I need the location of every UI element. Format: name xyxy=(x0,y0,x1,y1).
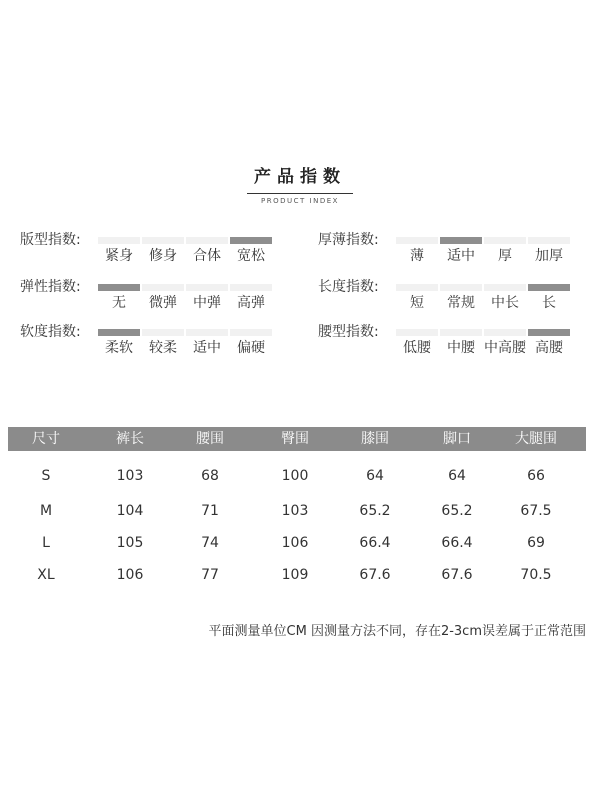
index-option xyxy=(440,280,482,311)
index-option xyxy=(440,325,482,356)
index-option xyxy=(396,280,438,311)
table-header-cell: 脚口 xyxy=(443,431,471,447)
table-row xyxy=(0,501,600,521)
table-cell: 66.4 xyxy=(359,535,391,551)
index-option xyxy=(186,233,228,264)
index-row xyxy=(318,325,572,356)
index-option-label: 柔软 xyxy=(105,340,133,356)
index-option-label: 适中 xyxy=(447,248,475,264)
index-option-label: 微弹 xyxy=(149,295,177,311)
table-header-cell: 尺寸 xyxy=(32,431,60,447)
table-cell: 66.4 xyxy=(441,535,473,551)
index-option xyxy=(396,233,438,264)
index-row xyxy=(318,233,572,264)
index-option-label: 薄 xyxy=(410,248,424,264)
table-cell: 65.2 xyxy=(441,503,473,519)
index-label: 版型指数: xyxy=(20,232,81,248)
index-option xyxy=(484,325,526,356)
table-cell: S xyxy=(41,468,51,484)
index-level-bar xyxy=(186,329,228,336)
index-row xyxy=(20,233,274,264)
index-options xyxy=(98,325,274,356)
table-cell: 103 xyxy=(281,503,309,519)
index-option xyxy=(230,325,272,356)
index-level-bar xyxy=(98,284,140,291)
table-cell: 70.5 xyxy=(520,567,552,583)
index-level-bar xyxy=(528,329,570,336)
index-level-bar xyxy=(98,237,140,244)
index-option-label: 高腰 xyxy=(535,340,563,356)
index-option-selected xyxy=(440,233,482,264)
index-option-label: 中长 xyxy=(491,295,519,311)
index-level-bar xyxy=(396,329,438,336)
index-option-selected xyxy=(98,325,140,356)
table-cell: L xyxy=(42,535,50,551)
index-option-selected xyxy=(528,280,570,311)
table-cell: 65.2 xyxy=(359,503,391,519)
index-level-bar xyxy=(230,329,272,336)
table-header-cell: 裤长 xyxy=(116,431,144,447)
index-level-bar xyxy=(484,237,526,244)
table-cell: 68 xyxy=(201,468,219,484)
index-row xyxy=(20,280,274,311)
index-options xyxy=(396,280,572,311)
index-level-bar xyxy=(396,237,438,244)
table-cell: 106 xyxy=(281,535,309,551)
table-row xyxy=(0,533,600,553)
index-option-selected xyxy=(528,325,570,356)
table-cell: 69 xyxy=(527,535,545,551)
table-cell: 64 xyxy=(366,468,384,484)
index-level-bar xyxy=(98,329,140,336)
table-cell: 66 xyxy=(527,468,545,484)
index-level-bar xyxy=(484,329,526,336)
table-header-cell: 臀围 xyxy=(281,431,309,447)
index-label: 长度指数: xyxy=(318,279,379,295)
index-option xyxy=(186,325,228,356)
index-option xyxy=(484,280,526,311)
table-cell: 105 xyxy=(116,535,144,551)
index-level-bar xyxy=(528,237,570,244)
index-level-bar xyxy=(484,284,526,291)
index-label: 弹性指数: xyxy=(20,279,81,295)
table-header-cell: 膝围 xyxy=(361,431,389,447)
index-level-bar xyxy=(142,284,184,291)
index-level-bar xyxy=(440,329,482,336)
index-option xyxy=(142,280,184,311)
table-cell: 103 xyxy=(116,468,144,484)
index-options xyxy=(98,233,274,264)
index-option-label: 修身 xyxy=(149,248,177,264)
index-option-label: 加厚 xyxy=(535,248,563,264)
index-option-label: 厚 xyxy=(498,248,512,264)
title-divider xyxy=(247,193,353,194)
index-level-bar xyxy=(230,284,272,291)
index-level-bar xyxy=(186,237,228,244)
table-cell: 109 xyxy=(281,567,309,583)
index-option-selected xyxy=(230,233,272,264)
size-table-header xyxy=(8,427,586,451)
index-option xyxy=(528,233,570,264)
index-options xyxy=(396,233,572,264)
index-option-selected xyxy=(98,280,140,311)
index-option xyxy=(98,233,140,264)
page-subtitle: PRODUCT INDEX xyxy=(261,197,339,205)
index-option xyxy=(142,233,184,264)
index-level-bar xyxy=(142,237,184,244)
index-label: 厚薄指数: xyxy=(318,232,379,248)
index-level-bar xyxy=(396,284,438,291)
table-cell: XL xyxy=(37,567,55,583)
index-option xyxy=(230,280,272,311)
table-row xyxy=(0,466,600,486)
table-cell: 74 xyxy=(201,535,219,551)
table-header-cell: 大腿围 xyxy=(515,431,557,447)
index-options xyxy=(98,280,274,311)
table-cell: 106 xyxy=(116,567,144,583)
index-level-bar xyxy=(528,284,570,291)
index-label: 腰型指数: xyxy=(318,324,379,340)
table-cell: 100 xyxy=(281,468,309,484)
index-option-label: 偏硬 xyxy=(237,340,265,356)
index-level-bar xyxy=(440,237,482,244)
index-option-label: 低腰 xyxy=(403,340,431,356)
index-label: 软度指数: xyxy=(20,324,81,340)
table-cell: 67.5 xyxy=(520,503,552,519)
index-option-label: 短 xyxy=(410,295,424,311)
index-option-label: 中腰 xyxy=(447,340,475,356)
index-option-label: 紧身 xyxy=(105,248,133,264)
index-option-label: 无 xyxy=(112,295,126,311)
index-option-label: 宽松 xyxy=(237,248,265,264)
index-option-label: 合体 xyxy=(193,248,221,264)
index-option xyxy=(484,233,526,264)
index-option-label: 长 xyxy=(542,295,556,311)
index-row xyxy=(20,325,274,356)
table-cell: 77 xyxy=(201,567,219,583)
index-option-label: 常规 xyxy=(447,295,475,311)
index-options xyxy=(396,325,572,356)
index-option xyxy=(142,325,184,356)
table-row xyxy=(0,565,600,585)
page-title: 产品指数 xyxy=(254,167,346,187)
index-option xyxy=(396,325,438,356)
table-header-cell: 腰围 xyxy=(196,431,224,447)
table-cell: 67.6 xyxy=(441,567,473,583)
index-option xyxy=(186,280,228,311)
section-title xyxy=(0,162,600,205)
index-level-bar xyxy=(142,329,184,336)
table-cell: 104 xyxy=(116,503,144,519)
table-cell: 64 xyxy=(448,468,466,484)
index-level-bar xyxy=(230,237,272,244)
index-option-label: 中高腰 xyxy=(484,340,526,356)
table-cell: M xyxy=(39,503,53,519)
measurement-note: 平面测量单位CM 因测量方法不同，存在2-3cm误差属于正常范围 xyxy=(208,624,586,639)
table-cell: 67.6 xyxy=(359,567,391,583)
index-row xyxy=(318,280,572,311)
table-cell: 71 xyxy=(201,503,219,519)
index-option-label: 高弹 xyxy=(237,295,265,311)
index-level-bar xyxy=(186,284,228,291)
index-option-label: 适中 xyxy=(193,340,221,356)
index-option-label: 较柔 xyxy=(149,340,177,356)
index-option-label: 中弹 xyxy=(193,295,221,311)
index-level-bar xyxy=(440,284,482,291)
